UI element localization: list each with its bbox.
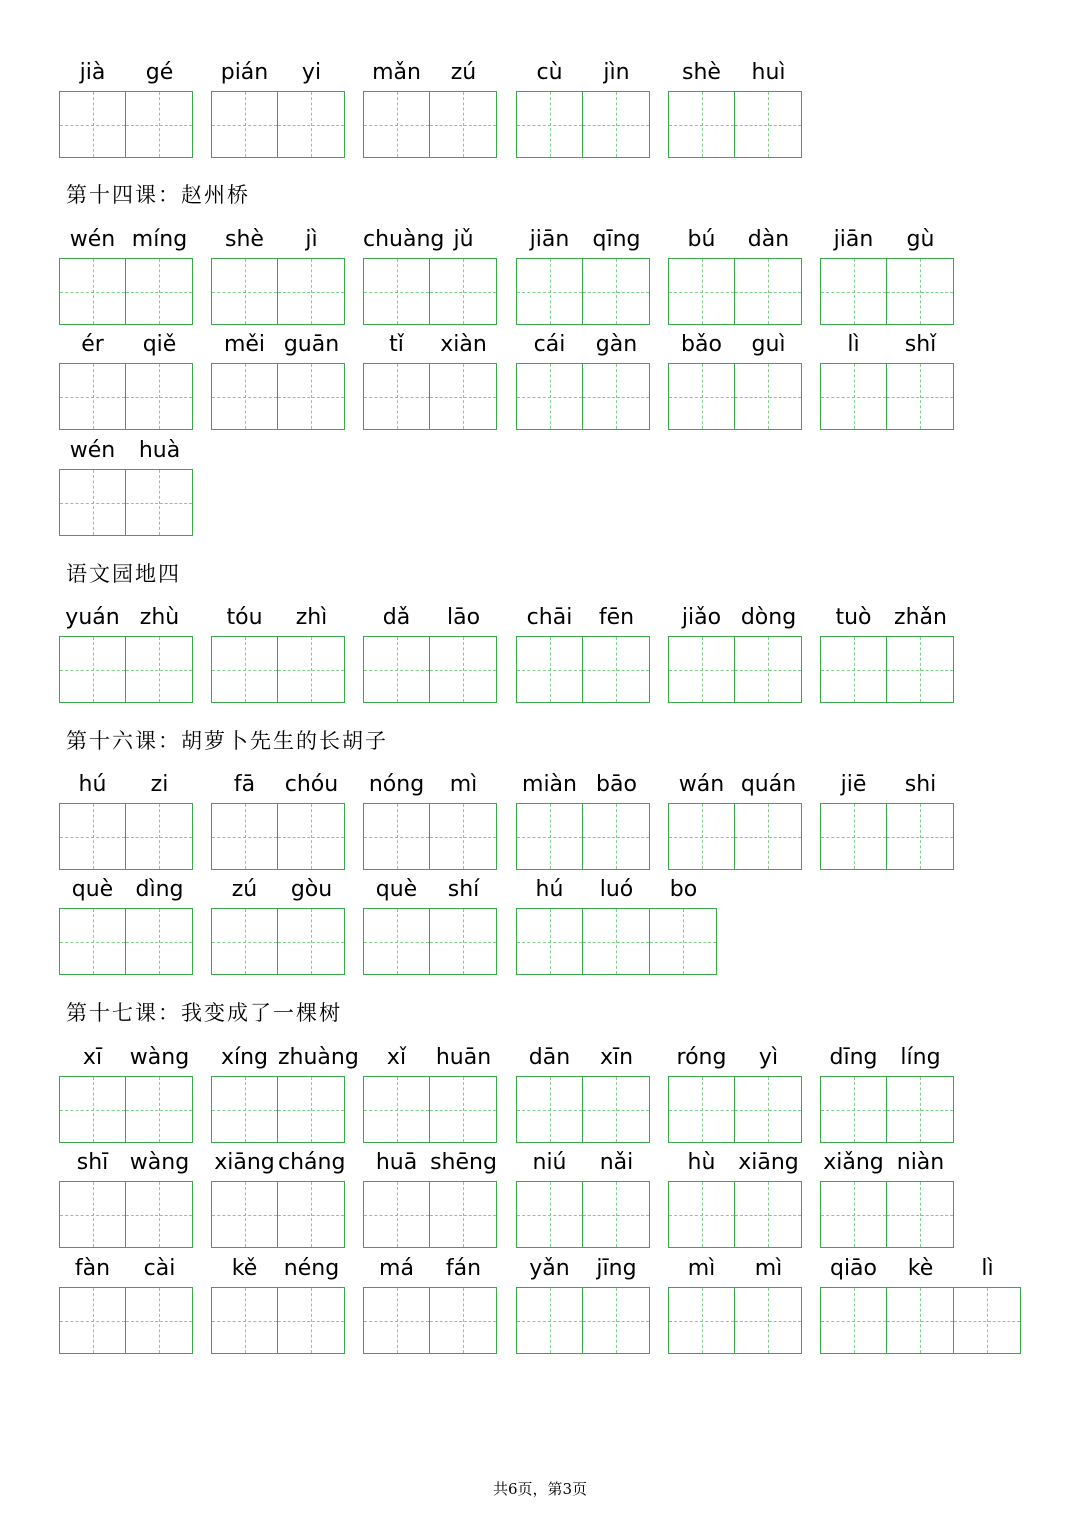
pinyin-label: néng — [283, 1256, 340, 1281]
pinyin-label: cái — [533, 332, 566, 357]
tianzige-writing-box[interactable] — [126, 469, 193, 536]
pinyin-label: què — [375, 877, 418, 902]
pinyin-label: lì — [981, 1256, 994, 1281]
tianzige-writing-box[interactable] — [516, 1076, 583, 1143]
pinyin-label: shè — [682, 60, 721, 85]
pinyin-label: dòng — [740, 605, 797, 630]
tianzige-writing-box[interactable] — [887, 1181, 954, 1248]
pinyin-label: dǎ — [382, 605, 411, 630]
tianzige-writing-box[interactable] — [278, 1076, 345, 1143]
pinyin-label: zhǎn — [894, 605, 947, 630]
section-heading: 第十六课：胡萝卜先生的长胡子 — [66, 729, 388, 753]
tianzige-writing-box[interactable] — [820, 636, 887, 703]
pinyin-label: cháng — [278, 1150, 346, 1175]
tianzige-writing-box[interactable] — [59, 91, 126, 158]
tianzige-writing-box[interactable] — [887, 363, 954, 430]
pinyin-label: jiān — [529, 227, 570, 252]
tianzige-writing-box[interactable] — [59, 363, 126, 430]
pinyin-label: lāo — [446, 605, 481, 630]
pinyin-label: tóu — [226, 605, 263, 630]
pinyin-label: jià — [79, 60, 106, 85]
tianzige-writing-box[interactable] — [583, 91, 650, 158]
tianzige-writing-box[interactable] — [735, 1076, 802, 1143]
tianzige-writing-box[interactable] — [583, 1181, 650, 1248]
pinyin-label: yǎn — [529, 1256, 570, 1281]
pinyin-label: gé — [145, 60, 174, 85]
tianzige-writing-box[interactable] — [887, 1076, 954, 1143]
tianzige-writing-box[interactable] — [59, 258, 126, 325]
tianzige-writing-box[interactable] — [583, 1076, 650, 1143]
tianzige-writing-box[interactable] — [583, 1287, 650, 1354]
pinyin-label: lì — [847, 332, 860, 357]
pinyin-label: shí — [447, 877, 480, 902]
pinyin-label: měi — [223, 332, 266, 357]
tianzige-writing-box[interactable] — [126, 908, 193, 975]
pinyin-label: dìng — [135, 877, 184, 902]
tianzige-writing-box[interactable] — [516, 91, 583, 158]
pinyin-label: nǎi — [599, 1150, 634, 1175]
pinyin-label: chuàng — [363, 227, 445, 252]
tianzige-writing-box[interactable] — [363, 803, 430, 870]
pinyin-label: má — [379, 1256, 414, 1281]
tianzige-writing-box[interactable] — [516, 636, 583, 703]
pinyin-label: bǎo — [681, 332, 722, 357]
pinyin-label: cù — [536, 60, 563, 85]
pinyin-label: huì — [751, 60, 786, 85]
tianzige-writing-box[interactable] — [363, 258, 430, 325]
tianzige-writing-box[interactable] — [363, 636, 430, 703]
pinyin-label: zú — [231, 877, 258, 902]
pinyin-label: gàn — [595, 332, 638, 357]
pinyin-label: jiǎo — [681, 605, 722, 630]
tianzige-writing-box[interactable] — [887, 636, 954, 703]
pinyin-label: kě — [231, 1256, 258, 1281]
pinyin-label: shī — [76, 1150, 109, 1175]
tianzige-writing-box[interactable] — [954, 1287, 1021, 1354]
tianzige-writing-box[interactable] — [126, 1181, 193, 1248]
tianzige-writing-box[interactable] — [735, 1287, 802, 1354]
page-footer: 共6页，第3页 — [492, 1480, 588, 1498]
tianzige-writing-box[interactable] — [278, 1287, 345, 1354]
tianzige-writing-box[interactable] — [583, 803, 650, 870]
tianzige-writing-box[interactable] — [211, 803, 278, 870]
tianzige-writing-box[interactable] — [59, 636, 126, 703]
tianzige-writing-box[interactable] — [59, 803, 126, 870]
tianzige-writing-box[interactable] — [668, 258, 735, 325]
pinyin-label: xíng — [220, 1045, 269, 1070]
tianzige-writing-box[interactable] — [516, 363, 583, 430]
tianzige-writing-box[interactable] — [363, 1076, 430, 1143]
pinyin-label: gù — [906, 227, 935, 252]
tianzige-writing-box[interactable] — [668, 91, 735, 158]
tianzige-writing-box[interactable] — [735, 91, 802, 158]
pinyin-label: hù — [687, 1150, 716, 1175]
tianzige-writing-box[interactable] — [126, 363, 193, 430]
tianzige-writing-box[interactable] — [516, 803, 583, 870]
tianzige-writing-box[interactable] — [650, 908, 717, 975]
tianzige-writing-box[interactable] — [668, 1287, 735, 1354]
tianzige-writing-box[interactable] — [126, 1076, 193, 1143]
pinyin-label: niàn — [896, 1150, 945, 1175]
tianzige-writing-box[interactable] — [516, 908, 583, 975]
tianzige-writing-box[interactable] — [430, 908, 497, 975]
tianzige-writing-box[interactable] — [668, 1181, 735, 1248]
tianzige-writing-box[interactable] — [820, 1076, 887, 1143]
tianzige-writing-box[interactable] — [583, 908, 650, 975]
tianzige-writing-box[interactable] — [278, 803, 345, 870]
pinyin-label: pián — [220, 60, 269, 85]
tianzige-writing-box[interactable] — [211, 363, 278, 430]
tianzige-writing-box[interactable] — [126, 91, 193, 158]
tianzige-writing-box[interactable] — [668, 1076, 735, 1143]
pinyin-label: hú — [78, 772, 107, 797]
tianzige-writing-box[interactable] — [278, 636, 345, 703]
tianzige-writing-box[interactable] — [126, 636, 193, 703]
pinyin-label: wén — [69, 227, 116, 252]
pinyin-label: jǔ — [453, 227, 474, 252]
tianzige-writing-box[interactable] — [126, 803, 193, 870]
tianzige-writing-box[interactable] — [363, 908, 430, 975]
tianzige-writing-box[interactable] — [363, 91, 430, 158]
tianzige-writing-box[interactable] — [887, 803, 954, 870]
pinyin-label: què — [71, 877, 114, 902]
section-heading: 第十七课：我变成了一棵树 — [66, 1001, 342, 1025]
pinyin-label: tuò — [835, 605, 872, 630]
pinyin-label: shǐ — [904, 332, 937, 357]
pinyin-label: jiān — [833, 227, 874, 252]
tianzige-writing-box[interactable] — [363, 363, 430, 430]
pinyin-label: shè — [225, 227, 264, 252]
pinyin-label: shi — [904, 772, 937, 797]
tianzige-writing-box[interactable] — [211, 1287, 278, 1354]
tianzige-writing-box[interactable] — [583, 258, 650, 325]
tianzige-writing-box[interactable] — [59, 908, 126, 975]
pinyin-label: míng — [131, 227, 188, 252]
tianzige-writing-box[interactable] — [516, 1287, 583, 1354]
pinyin-label: huān — [435, 1045, 492, 1070]
pinyin-label: luó — [599, 877, 634, 902]
tianzige-writing-box[interactable] — [583, 363, 650, 430]
pinyin-label: gòu — [290, 877, 333, 902]
pinyin-label: huā — [375, 1150, 418, 1175]
pinyin-label: dīng — [829, 1045, 878, 1070]
section-heading: 第十四课：赵州桥 — [66, 183, 250, 207]
pinyin-label: jiē — [840, 772, 867, 797]
tianzige-writing-box[interactable] — [820, 363, 887, 430]
pinyin-label: qīng — [592, 227, 641, 252]
pinyin-label: fàn — [74, 1256, 111, 1281]
tianzige-writing-box[interactable] — [430, 636, 497, 703]
pinyin-label: bāo — [596, 772, 637, 797]
pinyin-label: wàng — [129, 1045, 190, 1070]
tianzige-writing-box[interactable] — [363, 1287, 430, 1354]
tianzige-writing-box[interactable] — [735, 363, 802, 430]
pinyin-label: dàn — [747, 227, 790, 252]
tianzige-writing-box[interactable] — [735, 803, 802, 870]
pinyin-label: fēn — [598, 605, 635, 630]
pinyin-label: zi — [150, 772, 169, 797]
tianzige-writing-box[interactable] — [668, 803, 735, 870]
tianzige-writing-box[interactable] — [820, 1287, 887, 1354]
pinyin-label: miàn — [522, 772, 577, 797]
pinyin-label: shēng — [430, 1150, 497, 1175]
tianzige-writing-box[interactable] — [516, 1181, 583, 1248]
pinyin-label: zhuàng — [278, 1045, 359, 1070]
tianzige-writing-box[interactable] — [59, 1076, 126, 1143]
pinyin-label: mì — [687, 1256, 716, 1281]
pinyin-label: líng — [900, 1045, 941, 1070]
tianzige-writing-box[interactable] — [668, 636, 735, 703]
tianzige-writing-box[interactable] — [211, 908, 278, 975]
pinyin-label: hú — [535, 877, 564, 902]
tianzige-writing-box[interactable] — [126, 258, 193, 325]
pinyin-label: bú — [687, 227, 716, 252]
pinyin-label: fā — [233, 772, 256, 797]
pinyin-label: nóng — [368, 772, 425, 797]
tianzige-writing-box[interactable] — [430, 91, 497, 158]
tianzige-writing-box[interactable] — [211, 636, 278, 703]
pinyin-label: xīn — [599, 1045, 634, 1070]
tianzige-writing-box[interactable] — [430, 258, 497, 325]
tianzige-writing-box[interactable] — [363, 1181, 430, 1248]
tianzige-writing-box[interactable] — [430, 1076, 497, 1143]
tianzige-writing-box[interactable] — [820, 803, 887, 870]
pinyin-label: niú — [532, 1150, 567, 1175]
tianzige-writing-box[interactable] — [516, 258, 583, 325]
pinyin-label: xiāng — [738, 1150, 799, 1175]
pinyin-label: fán — [445, 1256, 482, 1281]
pinyin-label: qiāo — [829, 1256, 878, 1281]
pinyin-label: wán — [678, 772, 725, 797]
pinyin-label: xī — [82, 1045, 103, 1070]
tianzige-writing-box[interactable] — [278, 258, 345, 325]
pinyin-label: jìn — [603, 60, 630, 85]
tianzige-writing-box[interactable] — [820, 1181, 887, 1248]
pinyin-label: guān — [283, 332, 340, 357]
tianzige-writing-box[interactable] — [735, 636, 802, 703]
pinyin-label: dān — [528, 1045, 571, 1070]
pinyin-label: wàng — [129, 1150, 190, 1175]
pinyin-label: chāi — [526, 605, 573, 630]
tianzige-writing-box[interactable] — [59, 469, 126, 536]
pinyin-label: quán — [740, 772, 797, 797]
pinyin-label: xiàn — [440, 332, 487, 357]
pinyin-label: kè — [907, 1256, 934, 1281]
pinyin-label: xiǎng — [823, 1150, 884, 1175]
tianzige-writing-box[interactable] — [211, 258, 278, 325]
pinyin-label: jīng — [596, 1256, 637, 1281]
pinyin-label: xiāng — [214, 1150, 275, 1175]
pinyin-label: ér — [81, 332, 104, 357]
pinyin-label: yuán — [65, 605, 120, 630]
tianzige-writing-box[interactable] — [211, 91, 278, 158]
tianzige-writing-box[interactable] — [430, 363, 497, 430]
tianzige-writing-box[interactable] — [887, 258, 954, 325]
pinyin-label: yi — [301, 60, 322, 85]
pinyin-label: mì — [449, 772, 478, 797]
pinyin-label: mǎn — [372, 60, 421, 85]
pinyin-label: chóu — [284, 772, 339, 797]
tianzige-writing-box[interactable] — [430, 803, 497, 870]
pinyin-label: guì — [751, 332, 786, 357]
pinyin-label: wén — [69, 438, 116, 463]
pinyin-label: yì — [758, 1045, 779, 1070]
pinyin-label: qiě — [142, 332, 177, 357]
pinyin-label: xǐ — [386, 1045, 407, 1070]
pinyin-label: cài — [143, 1256, 176, 1281]
pinyin-label: mì — [754, 1256, 783, 1281]
tianzige-writing-box[interactable] — [820, 258, 887, 325]
tianzige-writing-box[interactable] — [430, 1287, 497, 1354]
pinyin-label: zhì — [295, 605, 328, 630]
tianzige-writing-box[interactable] — [583, 636, 650, 703]
tianzige-writing-box[interactable] — [887, 1287, 954, 1354]
tianzige-writing-box[interactable] — [211, 1076, 278, 1143]
tianzige-writing-box[interactable] — [430, 1181, 497, 1248]
tianzige-writing-box[interactable] — [59, 1181, 126, 1248]
pinyin-label: róng — [676, 1045, 727, 1070]
tianzige-writing-box[interactable] — [735, 258, 802, 325]
pinyin-label: zhù — [139, 605, 180, 630]
tianzige-writing-box[interactable] — [126, 1287, 193, 1354]
tianzige-writing-box[interactable] — [668, 363, 735, 430]
pinyin-label: bo — [669, 877, 698, 902]
tianzige-writing-box[interactable] — [278, 908, 345, 975]
pinyin-label: tǐ — [389, 332, 404, 357]
pinyin-label: zú — [450, 60, 477, 85]
tianzige-writing-box[interactable] — [211, 1181, 278, 1248]
tianzige-writing-box[interactable] — [278, 1181, 345, 1248]
tianzige-writing-box[interactable] — [59, 1287, 126, 1354]
pinyin-label: huà — [138, 438, 181, 463]
tianzige-writing-box[interactable] — [278, 363, 345, 430]
tianzige-writing-box[interactable] — [735, 1181, 802, 1248]
section-heading: 语文园地四 — [66, 562, 181, 586]
pinyin-label: jì — [305, 227, 318, 252]
tianzige-writing-box[interactable] — [278, 91, 345, 158]
